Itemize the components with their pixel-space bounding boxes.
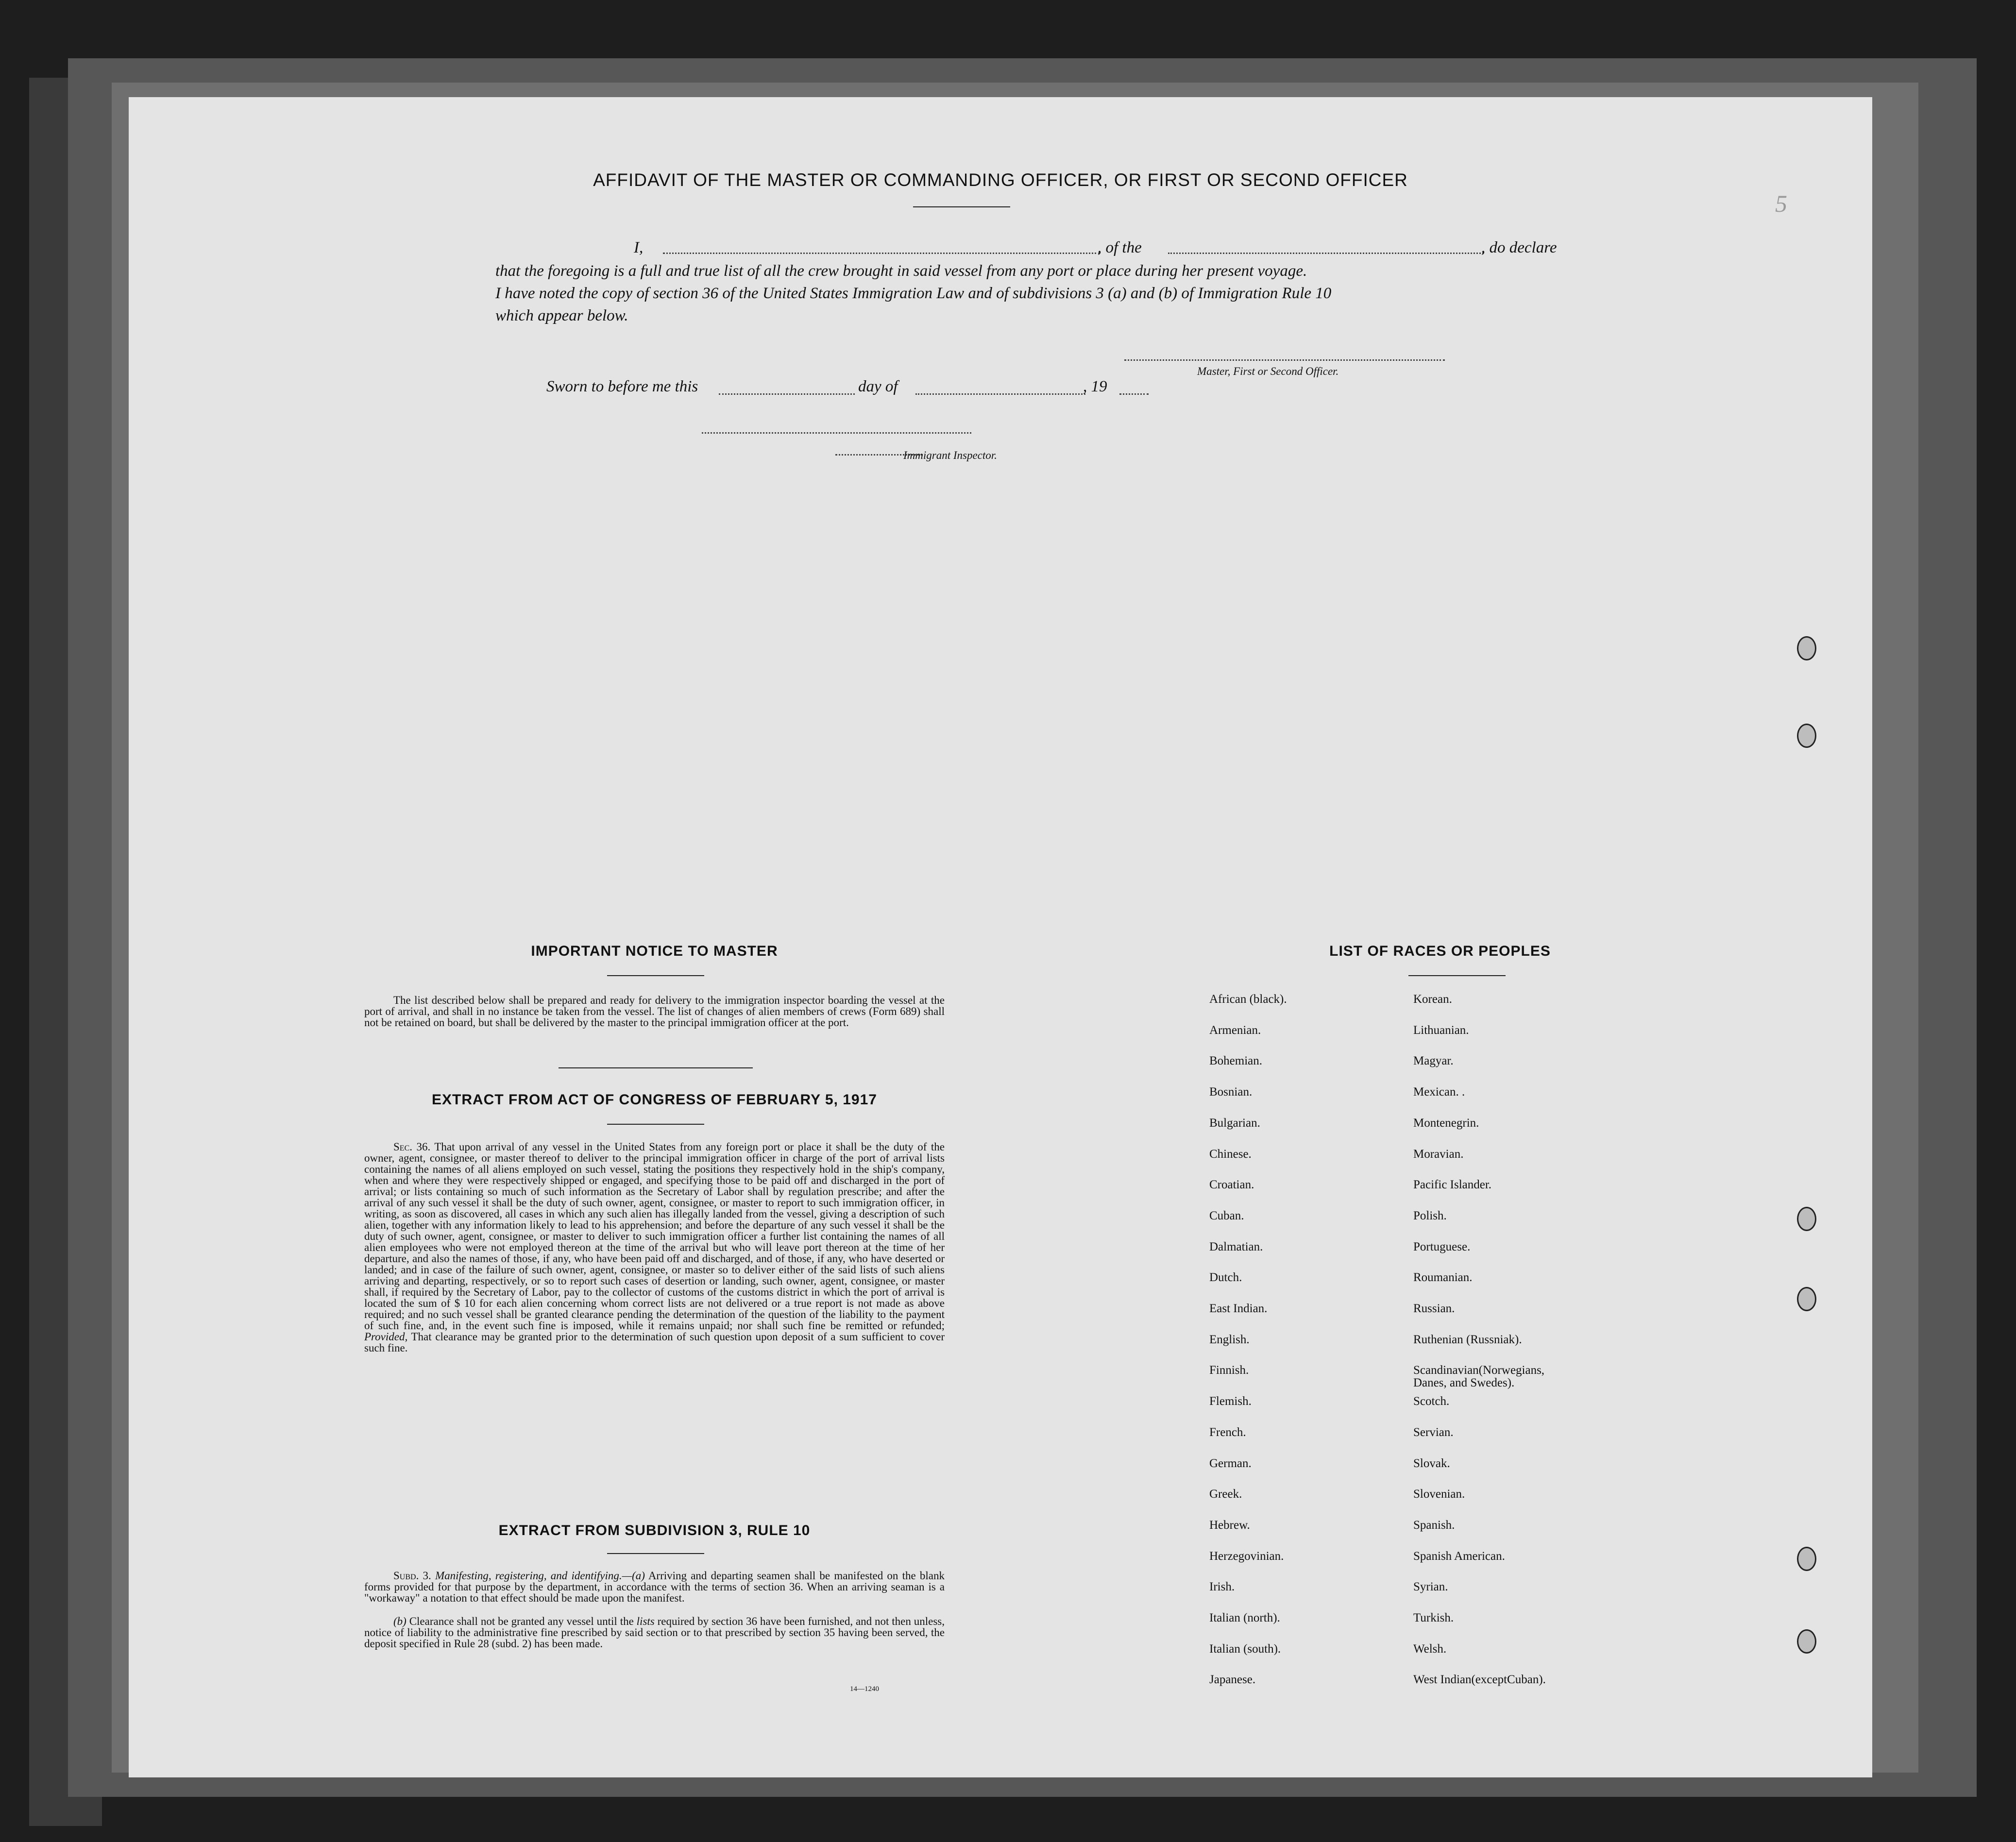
race-item: African (black).: [1209, 993, 1287, 1006]
affidavit-i: I,: [634, 239, 644, 256]
race-item: Chinese.: [1209, 1147, 1252, 1161]
rule-body-a: Arriving and departing seamen shall be manifested on the blank forms provided for that purpose by the department, in accordance with the terms of section 36. When an arriving seaman is a "workaway" a notation to that effect should be made upon the manifest.: [364, 1570, 945, 1604]
race-item: Spanish American.: [1413, 1549, 1505, 1563]
notice-text: The list described below shall be prepared and ready for delivery to the immigration inspector boarding the vessel at the port of arrival, and shall in no instance be taken from the vessel. The list of changes of alien members of crews (Form 689) shall not be retained on board, but shall be delivered by the master to the principal immigration officer at the port.: [364, 994, 945, 1029]
race-item: Scotch.: [1413, 1395, 1450, 1408]
race-item: Bulgarian.: [1209, 1116, 1260, 1130]
day-of-label: day of: [858, 378, 898, 395]
race-item: Slovenian.: [1413, 1487, 1465, 1501]
race-item: Montenegrin.: [1413, 1116, 1479, 1130]
notice-heading: IMPORTANT NOTICE TO MASTER: [531, 943, 778, 959]
inspector-blank[interactable]: [702, 432, 971, 434]
race-item: Dalmatian.: [1209, 1240, 1263, 1253]
page-mark: 5: [1775, 190, 1787, 217]
affidavit-line2: that the foregoing is a full and true list of all the crew brought in said vessel from any port or place during her present voyage.: [495, 262, 1307, 280]
race-item: Ruthenian (Russniak).: [1413, 1333, 1522, 1346]
race-item: Servian.: [1413, 1425, 1454, 1439]
race-item: Syrian.: [1413, 1580, 1448, 1594]
binder-hole: [1797, 1207, 1816, 1231]
race-item: Cuban.: [1209, 1209, 1244, 1222]
race-item: Armenian.: [1209, 1023, 1261, 1037]
affidavit-title: AFFIDAVIT OF THE MASTER OR COMMANDING OFFICER, OR FIRST OR SECOND OFFICER: [593, 170, 1408, 190]
race-item: Korean.: [1413, 993, 1452, 1006]
race-item: Turkish.: [1413, 1611, 1454, 1624]
act-body-end: That clearance may be granted prior to the determination of such question upon deposit of a sum sufficient to cover such fine.: [364, 1331, 945, 1354]
binder-hole: [1797, 1287, 1816, 1311]
race-item: Scandinavian(Norwegians, Danes, and Swedes).: [1413, 1364, 1545, 1390]
race-item: Slovak.: [1413, 1456, 1450, 1470]
race-item: Hebrew.: [1209, 1518, 1250, 1532]
rule-title: Manifesting, registering, and identifying.—(a): [435, 1570, 645, 1582]
race-item: Croatian.: [1209, 1178, 1254, 1192]
race-item: Flemish.: [1209, 1395, 1252, 1408]
rule-rule: [607, 1553, 704, 1554]
act-text: [364, 1141, 945, 1353]
notice-divider: [559, 1067, 753, 1068]
race-item: Italian (north).: [1209, 1611, 1280, 1624]
race-item: Greek.: [1209, 1487, 1242, 1501]
race-item: Bohemian.: [1209, 1054, 1263, 1068]
rule-heading: EXTRACT FROM SUBDIVISION 3, RULE 10: [498, 1522, 811, 1538]
race-item: Japanese.: [1209, 1673, 1256, 1687]
race-item: Russian.: [1413, 1302, 1455, 1315]
race-item: Bosnian.: [1209, 1085, 1253, 1099]
act-body: That upon arrival of any vessel in the United States from any foreign port or place it shall be the duty of the owner, agent, consignee, or master thereof to deliver to the principal immigration officer in charge of the port of arrival lists containing the names of all aliens employed on such vessel, stating the positions they respectively hold in the ship's company, when and where they were respectively shipped or engaged, and specifying those to be paid off and discharged in the port of arrival; or lists containing so much of such information as the Secretary of Labor shall by regulation prescribe; and after the arrival of any such vessel it shall be the duty of such owner, agent, consignee, or master to report to such immigration officer, in writing, as soon as discovered, all cases in which any such alien has illegally landed from the vessel, giving a description of such alien, together with any information likely to lead to his apprehension; and before the departure of any such vessel it shall be the duty of such owner, agent, consignee, or master to deliver to such immigration officer a further list containing the names of all alien employees who were not employed thereon at the time of the arrival but who will leave port thereon at the time of her departure, and also the names of those, if any, who have been paid off and discharged, and of those, if any, who have deserted or landed; and in case of the failure of such owner, agent, consignee, or master so to deliver either of the said lists of such aliens arriving and departing, respectively, or so to report such cases of desertion or landing, such owner, agent, consignee, or master shall, if required by the Secretary of Labor, pay to the collector of customs of the customs district in which the port of arrival is located the sum of $ 10 for each alien concerning whom correct lists are not delivered or a true report is not made as above required; and no such vessel shall be granted clearance pending the determination of the question of the liability to the payment of such fine, and, in the event such fine is imposed, while it remains unpaid; nor shall such fine be remitted or refunded;: [364, 1141, 945, 1332]
signature-label: Master, First or Second Officer.: [1197, 365, 1339, 377]
act-rule: [607, 1124, 704, 1125]
race-item: Spanish.: [1413, 1518, 1455, 1532]
rule-text-b: [364, 1616, 945, 1649]
race-item: Polish.: [1413, 1209, 1447, 1222]
title-rule: [913, 206, 1010, 207]
race-item: Dutch.: [1209, 1271, 1242, 1284]
affidavit-line3: I have noted the copy of section 36 of the United States Immigration Law and of subdivisions 3 (a) and (b) of Immigration Rule 10: [495, 285, 1332, 302]
act-heading: EXTRACT FROM ACT OF CONGRESS OF FEBRUARY 5, 1917: [432, 1092, 877, 1108]
rule-body-b2: required by section 36 have been furnished, and not then unless, notice of liability to the administrative fine prescribed by said section or to that prescribed by section 35 having been served, the deposit specified in Rule 28 (subd. 2) has been made.: [364, 1615, 945, 1650]
race-item: East Indian.: [1209, 1302, 1268, 1315]
race-item: Portuguese.: [1413, 1240, 1471, 1253]
race-item: Finnish.: [1209, 1364, 1249, 1377]
race-item: English.: [1209, 1333, 1250, 1346]
race-item: Magyar.: [1413, 1054, 1454, 1068]
form-number: 14—1240: [850, 1685, 879, 1693]
affidavit-of-the: , of the: [1098, 239, 1142, 256]
binder-hole: [1797, 1629, 1816, 1654]
act-section-label: Sec. 36.: [393, 1141, 431, 1153]
year-blank[interactable]: [1119, 393, 1149, 395]
race-item: Irish.: [1209, 1580, 1235, 1594]
year-label: , 19: [1083, 378, 1107, 395]
binder-hole: [1797, 1547, 1816, 1571]
binder-hole: [1797, 636, 1816, 660]
race-item: German.: [1209, 1456, 1252, 1470]
rule-lists: lists: [636, 1615, 655, 1627]
binder-hole: [1797, 724, 1816, 748]
races-heading: LIST OF RACES OR PEOPLES: [1329, 943, 1551, 959]
race-item: Mexican. .: [1413, 1085, 1465, 1099]
notice-rule: [607, 975, 704, 976]
manifest-page: [129, 97, 1872, 1777]
rule-subd-label: Subd. 3.: [393, 1570, 431, 1582]
affidavit-line4: which appear below.: [495, 307, 628, 324]
race-item: Moravian.: [1413, 1147, 1464, 1161]
sworn-label: Sworn to before me this: [546, 378, 698, 395]
act-provided: Provided,: [364, 1331, 408, 1343]
race-item: Welsh.: [1413, 1642, 1447, 1656]
month-blank[interactable]: [915, 393, 1085, 395]
affidavit-declare: , do declare: [1481, 239, 1557, 256]
day-blank[interactable]: [719, 393, 855, 395]
rule-b-label: (b): [393, 1615, 407, 1627]
race-item: Italian (south).: [1209, 1642, 1281, 1656]
name-blank[interactable]: [663, 253, 1100, 254]
rule-body-b1: Clearance shall not be granted any vessel until the: [409, 1615, 634, 1627]
race-item: Herzegovinian.: [1209, 1549, 1284, 1563]
race-item: Lithuanian.: [1413, 1023, 1469, 1037]
inspector-label: Immigrant Inspector.: [903, 449, 997, 461]
race-item: West Indian(exceptCuban).: [1413, 1673, 1546, 1687]
race-item: Pacific Islander.: [1413, 1178, 1492, 1192]
vessel-blank[interactable]: [1168, 253, 1484, 254]
races-rule: [1408, 975, 1506, 976]
race-item: French.: [1209, 1425, 1246, 1439]
signature-blank[interactable]: [1124, 359, 1445, 361]
rule-text-a: [364, 1570, 945, 1604]
race-item: Roumanian.: [1413, 1271, 1473, 1284]
